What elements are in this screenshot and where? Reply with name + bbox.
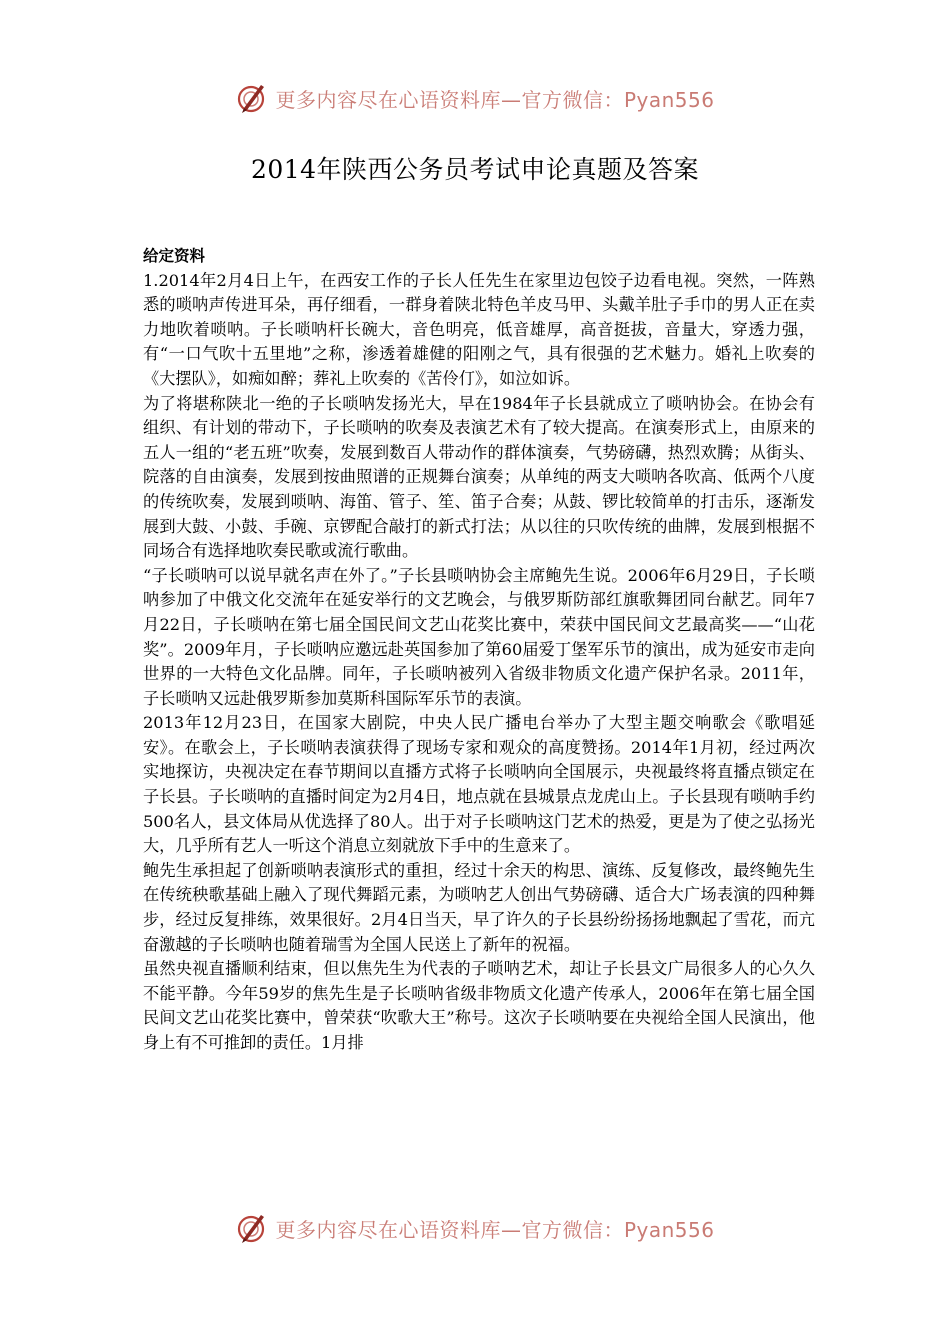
paragraph-6: 虽然央视直播顺利结束，但以焦先生为代表的子唢呐艺术，却让子长县文广局很多人的心久久不能平静。今年59岁的焦先生是子长唢呐省级非物质文化遗产传承人，2006年在第七届全国民间文艺山花奖比赛中，曾荣获“吹歌大王”称号。这次子长唢呐要在央视给全国人民演出，他身上有不可推卸的责任。1月排 [143,959,815,1052]
footer-banner [0,1208,950,1248]
paragraph-3: “子长唢呐可以说早就名声在外了。”子长县唢呐协会主席鲍先生说。2006年6月29日，子长唢呐参加了中俄文化交流年在延安举行的文艺晚会，与俄罗斯防部红旗歌舞团同台献艺。同年7月22日，子长唢呐在第七届全国民间文艺山花奖比赛中，荣获中国民间文艺最高奖——“山花奖”。2009年月，子长唢呐应邀远赴英国参加了第60届爱丁堡军乐节的演出，成为延安市走向世界的一大特色文化品牌。同年，子长唢呐被列入省级非物质文化遗产保护名录。2011年，子长唢呐又远赴俄罗斯参加莫斯科国际军乐节的表演。 [143,565,815,708]
pen-logo-icon [235,1211,269,1245]
pen-logo-icon [235,81,269,115]
paragraph-5: 鲍先生承担起了创新唢呐表演形式的重担，经过十余天的构思、演练、反复修改，最终鲍先生在传统秧歌基础上融入了现代舞蹈元素，为唢呐艺人创出气势磅礴、适合大广场表演的四种舞步，经过反复排练，效果很好。2月4日当天，早了许久的子长县纷纷扬扬地飘起了雪花，而亢奋激越的子长唢呐也随着瑞雪为全国人民送上了新年的祝福。 [143,860,815,954]
paragraph-1: 1.2014年2月4日上午，在西安工作的子长人任先生在家里边包饺子边看电视。突然，一阵熟悉的唢呐声传进耳朵，再仔细看，一群身着陕北特色羊皮马甲、头戴羊肚子手巾的男人正在卖力地吹着唢呐。子长唢呐杆长碗大，音色明亮，低音雄厚，高音挺拔，音量大，穿透力强，有“一口气吹十五里地”之称，渗透着雄健的阳刚之气，具有很强的艺术魅力。婚礼上吹奏的《大摆队》，如痴如醉；葬礼上吹奏的《苦伶仃》，如泣如诉。 [143,270,815,388]
document-body [143,244,815,1056]
header-banner-text: 更多内容尽在心语资料库—官方微信：Pyan556 [275,87,715,112]
header-banner-inner [235,81,714,115]
paragraph-4: 2013年12月23日，在国家大剧院，中央人民广播电台举办了大型主题交响歌会《歌唱延安》。在歌会上，子长唢呐表演获得了现场专家和观众的高度赞扬。2014年1月初，经过两次实地探访，央视决定在春节期间以直播方式将子长唢呐向全国展示，央视最终将直播点锁定在子长县。子长唢呐的直播时间定为2月4日，地点就在县城景点龙虎山上。子长县现有唢呐手约500名人，县文体局从优选择了80人。出于对子长唢呐这门艺术的热爱，更是为了使之弘扬光大，几乎所有艺人一听这个消息立刻就放下手中的生意来了。 [143,713,815,856]
section-label: 给定资料 [143,247,206,265]
paragraph-2: 为了将堪称陕北一绝的子长唢呐发扬光大，早在1984年子长县就成立了唢呐协会。在协会有组织、有计划的带动下，子长唢呐的吹奏及表演艺术有了较大提高。在演奏形式上，由原来的五人一组的“老五班”吹奏，发展到数百人带动作的群体演奏，气势磅礴，热烈欢腾；从街头、院落的自由演奏，发展到按曲照谱的正规舞台演奏；从单纯的两支大唢呐各吹高、低两个八度的传统吹奏，发展到唢呐、海笛、管子、笙、笛子合奏；从鼓、锣比较简单的打击乐，逐渐发展到大鼓、小鼓、手碗、京锣配合敲打的新式打法；从以往的只吹传统的曲牌，发展到根据不同场合有选择地吹奏民歌或流行歌曲。 [143,393,815,561]
footer-banner-inner [235,1211,714,1245]
header-banner [0,78,950,118]
page-title: 2014年陕西公务员考试申论真题及答案 [250,155,700,184]
footer-banner-text: 更多内容尽在心语资料库—官方微信：Pyan556 [275,1217,715,1242]
